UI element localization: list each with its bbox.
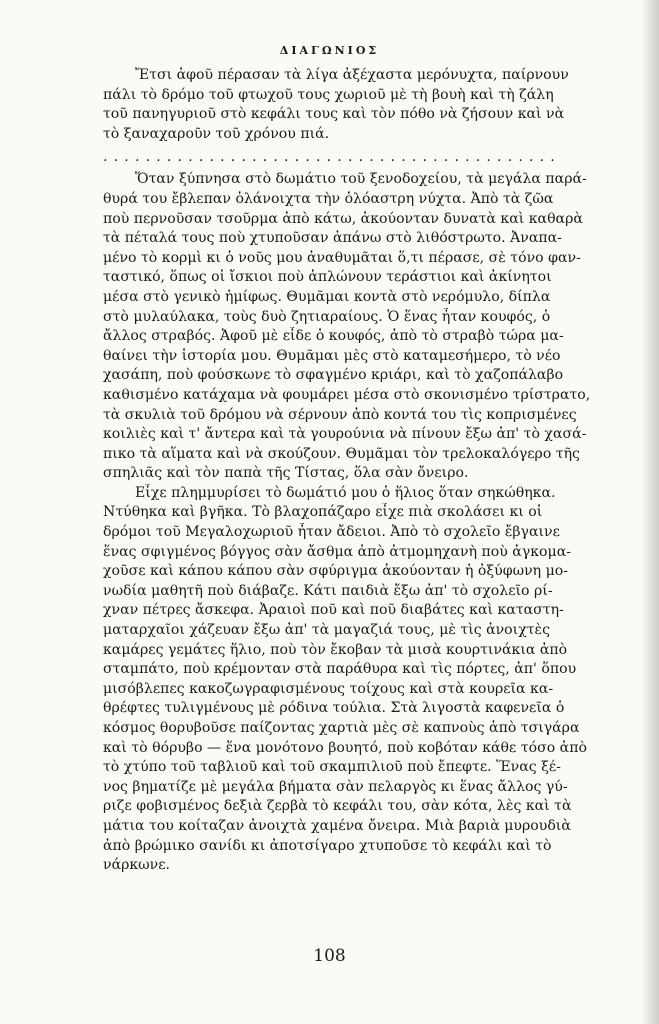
text-line: ἄλλος στραβός. Ἀφοῦ μὲ εἶδε ὁ κουφός, ἀπὸ τὸ στραβὸ τώρα μα- (103, 328, 564, 345)
text-line: μέσα στὸ γενικὸ ἡμίφως. Θυμᾶμαι κοντὰ στὸ νερόμυλο, δίπλα (103, 288, 551, 305)
text-line: νος βηματίζε μὲ μεγάλα βήματα σὰν πελαργὸς κι ἕνας ἄλλος γύ- (103, 778, 568, 795)
text-line: ταστικό, ὅπως οἱ ἴσκιοι ποὺ ἁπλώνουν τεράστιοι καὶ ἀκίνητοι (103, 269, 552, 286)
text-line: Ἔτσι ἀφοῦ πέρασαν τὰ λίγα ἀξέχαστα μερόνυχτα, παίρνουν (135, 67, 569, 83)
text-line: ἀπὸ βρώμικο σανίδι κι ἀποτσίγαρο χτυποῦσε τὸ κεφάλι καὶ τὸ (103, 837, 552, 854)
text-line: τὸ χτύπο τοῦ ταβλιοῦ καὶ τοῦ σκαμπιλιοῦ ποὺ ἔπεφτε. Ἕνας ξέ- (103, 759, 561, 776)
text-line: κοιλιὲς καὶ τ' ἄντερα καὶ τὰ γουρούνια νὰ πίνουν ἔξω ἀπ' τὸ χασά- (103, 426, 587, 443)
text-line: νωδία μαθητῆ ποὺ διάβαζε. Κάτι παιδιὰ ἔξω ἀπ' τὸ σχολεῖο ρί- (103, 582, 553, 599)
page-edge-shadow (641, 0, 659, 1024)
paragraph-1 (103, 66, 625, 144)
section-separator: ........................................... (103, 149, 561, 166)
text-line: καμάρες γεμάτες ἥλιο, ποὺ τὸν ἔκοβαν τὰ μισὰ κουρτινάκια ἀπὸ (103, 641, 568, 658)
text-line: δρόμοι τοῦ Μεγαλοχωριοῦ ἦταν ἄδειοι. Ἀπὸ τὸ σχολεῖο ἔβγαινε (103, 524, 560, 541)
paragraph-2 (103, 170, 625, 484)
text-line: στὸ μυλαύλακα, τοὺς δυὸ ζητιαραίους. Ὁ ἕνας ἦταν κουφός, ὁ (103, 308, 551, 325)
text-line: νάρκωνε. (103, 857, 171, 874)
body-text (103, 66, 625, 876)
text-line: καθισμένο κατάχαμα νὰ φουμάρει μέσα στὸ σκονισμένο τρίστρατο, (103, 386, 591, 403)
text-line: μένο τὸ κορμὶ κι ὁ νοῦς μου ἀναθυμᾶται ὅ,τι πέρασε, σὲ τόνο φαν- (103, 249, 581, 266)
text-line: ριζε φοβισμένος δεξιὰ ζερβὰ τὸ κεφάλι του, σὰν κότα, λὲς καὶ τὰ (103, 798, 572, 815)
text-line: σπηλιᾶς καὶ τὸν παπὰ τῆς Τίστας, ὅλα σὰν ὄνειρο. (103, 465, 469, 482)
text-line: χοῦσε καὶ κάπου κάπου σὰν σφύριγμα ἀκούονταν ἡ ὀξύφωνη μο- (103, 563, 568, 580)
text-line: ματαρχαῖοι χάζευαν ἔξω ἀπ' τὰ μαγαζιά τους, μὲ τὶς ἀνοιχτὲς (103, 622, 550, 639)
text-line: Ντύθηκα καὶ βγῆκα. Τὸ βλαχοπάζαρο εἶχε πιὰ σκολάσει κι οἱ (103, 504, 543, 521)
running-head: ΔΙΑΓΩΝΙΟΣ (279, 44, 380, 57)
text-line: τὸ ξαναχαροῦν τοῦ χρόνου πιά. (103, 125, 330, 142)
text-line: τὰ σκυλιὰ τοῦ δρόμου νὰ σέρνουν ἀπὸ κοντά του τὶς κοπρισμένες (103, 406, 577, 423)
text-line: χασάπη, ποὺ φούσκωνε τὸ σφαγμένο κριάρι, καὶ τὸ χαζοπάλαβο (103, 367, 564, 384)
text-line: ἕνας σφιγμένος βόγγος σὰν ἄσθμα ἀπὸ ἀτμομηχανὴ ποὺ ἀγκομα- (103, 543, 571, 560)
text-line: Εἶχε πλημμυρίσει τὸ δωμάτιό μου ὁ ἥλιος ὅταν σηκώθηκα. (135, 484, 556, 501)
text-line: μάτια του κοίταζαν ἀνοιχτὰ χαμένα ὄνειρα. Μιὰ βαριὰ μυρουδιὰ (103, 817, 571, 834)
text-line: πάλι τὸ δρόμο τοῦ φτωχοῦ τους χωριοῦ μὲ τὴ βουὴ καὶ τὴ ζάλη (103, 86, 554, 103)
text-line: ποὺ περνοῦσαν τσοῦρμα ἀπὸ κάτω, ἀκούονταν δυνατὰ καὶ καθαρὰ (103, 210, 583, 227)
text-line: θυρά του ἔβλεπαν ὁλάνοιχτα τὴν ὁλόαστρη νύχτα. Ἀπὸ τὰ ζῶα (103, 190, 554, 207)
text-line: τὰ πέταλά τους ποὺ χτυποῦσαν ἀπάνω στὸ λιθόστρωτο. Ἀναπα- (103, 230, 562, 247)
text-line: σταμπάτο, ποὺ κρέμονταν στὰ παράθυρα καὶ τὶς πόρτες, ἀπ' ὅπου (103, 661, 577, 678)
text-line: τοῦ πανηγυριοῦ στὸ κεφάλι τους καὶ τὸν πόθο νὰ ζήσουν καὶ νὰ (103, 106, 565, 123)
page-number: 108 (313, 946, 346, 966)
text-line: κόσμος θορυβοῦσε παίζοντας χαρτιὰ μὲς σὲ καπνοὺς ἀπὸ τσιγάρα (103, 720, 580, 736)
text-line: πικο τὰ αἵματα καὶ νὰ σκούζουν. Θυμᾶμαι τὸν τρελοκαλόγερο τῆς (103, 445, 580, 462)
text-line: καὶ τὸ θόρυβο — ἕνα μονότονο βουητό, ποὺ κοβόταν κάθε τόσο ἀπὸ (103, 739, 587, 756)
text-line: θρέφτες τυλιγμένους μὲ ρόδινα τούλια. Στὰ λιγοστὰ καφενεῖα ὁ (103, 700, 565, 717)
text-line: μισόβλεπες κακοζωγραφισμένους τοίχους καὶ στὰ κουρεῖα κα- (103, 680, 554, 697)
text-line: θαίνει τὴν ἱστορία μου. Θυμᾶμαι μὲς στὸ καταμεσήμερο, τὸ νέο (103, 347, 561, 364)
paragraph-3 (103, 484, 625, 876)
text-line: χναν πέτρες ἄσκεφα. Ἀραιοὶ ποῦ καὶ ποῦ διαβάτες καὶ καταστη- (103, 602, 564, 619)
text-line: Ὅταν ξύπνησα στὸ δωμάτιο τοῦ ξενοδοχείου, τὰ μεγάλα παρά- (135, 171, 587, 188)
